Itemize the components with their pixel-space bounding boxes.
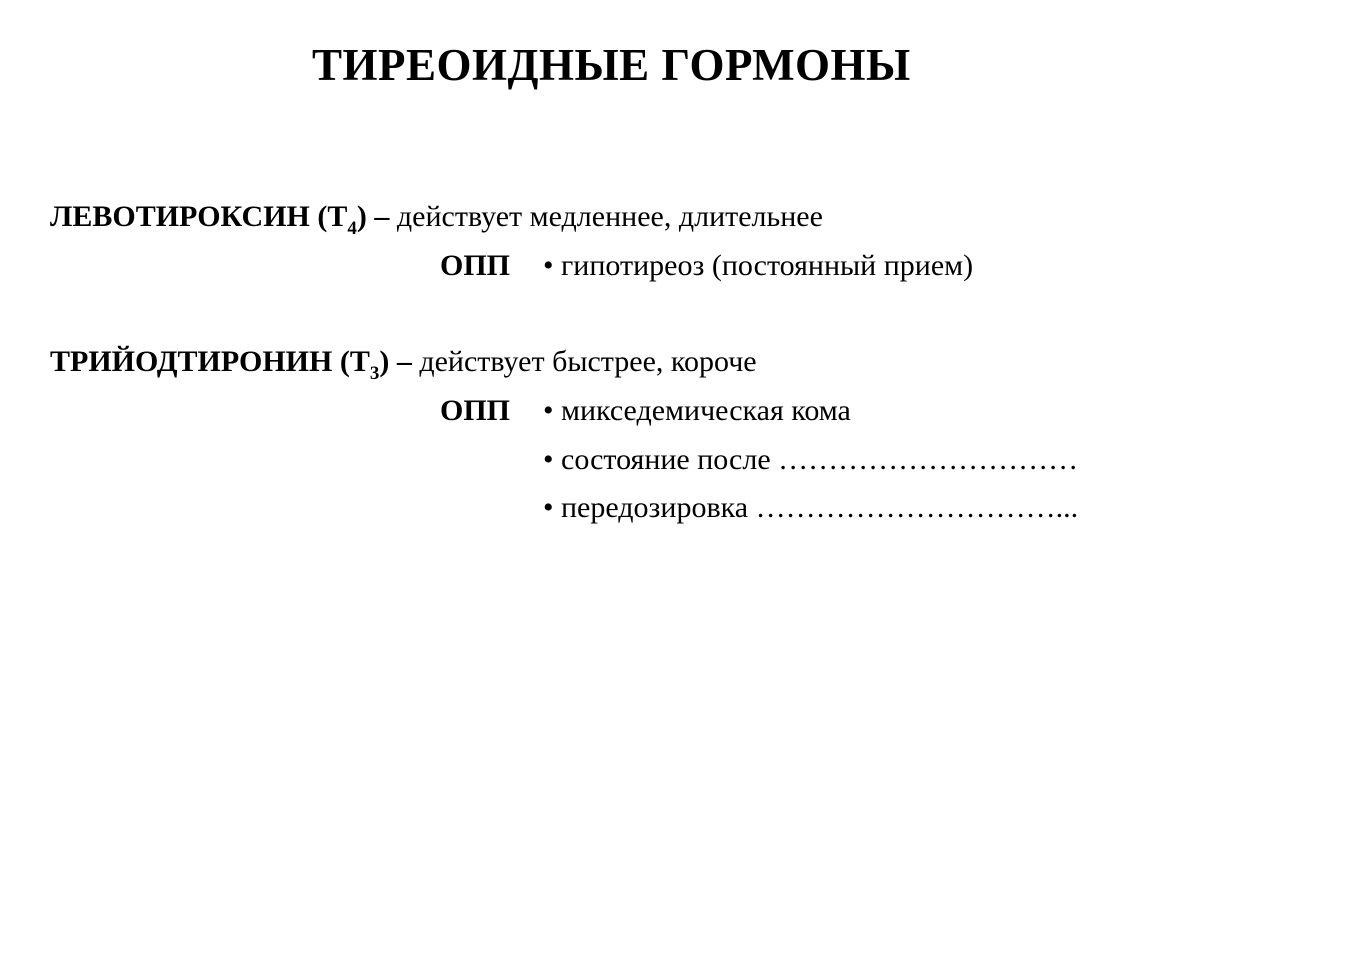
indication-item: • состояние после ………………………… — [543, 443, 1079, 476]
drug-heading-triiodothyronine — [50, 344, 757, 384]
dash: – — [374, 200, 390, 233]
opp-label: ОПП — [440, 249, 511, 282]
abbr-letter: T — [327, 200, 348, 233]
drug-name: ЛЕВОТИРОКСИН — [50, 200, 310, 233]
indication-item: • гипотиреоз (постоянный прием) — [543, 249, 974, 282]
drug-description: действует медленнее, длительнее — [396, 200, 823, 233]
abbr-subscript: 3 — [369, 363, 380, 384]
drug-name: ТРИЙОДТИРОНИН — [50, 345, 333, 378]
drug-description: действует быстрее, короче — [419, 345, 757, 378]
indication-item: • микседемическая кома — [543, 394, 851, 427]
abbr-letter: T — [349, 345, 370, 378]
opp-label: ОПП — [440, 394, 511, 427]
abbr-subscript: 4 — [347, 218, 357, 239]
indication-item: • передозировка …………………………... — [543, 491, 1079, 524]
drug-heading-levothyroxine — [50, 199, 823, 239]
drug-abbreviation: $(T_3)$ — [339, 345, 390, 384]
drug-abbreviation: $(T_4)$ — [317, 200, 367, 239]
dash: – — [396, 345, 412, 378]
page-title: ТИРЕОИДНЫЕ ГОРМОНЫ — [312, 40, 911, 90]
